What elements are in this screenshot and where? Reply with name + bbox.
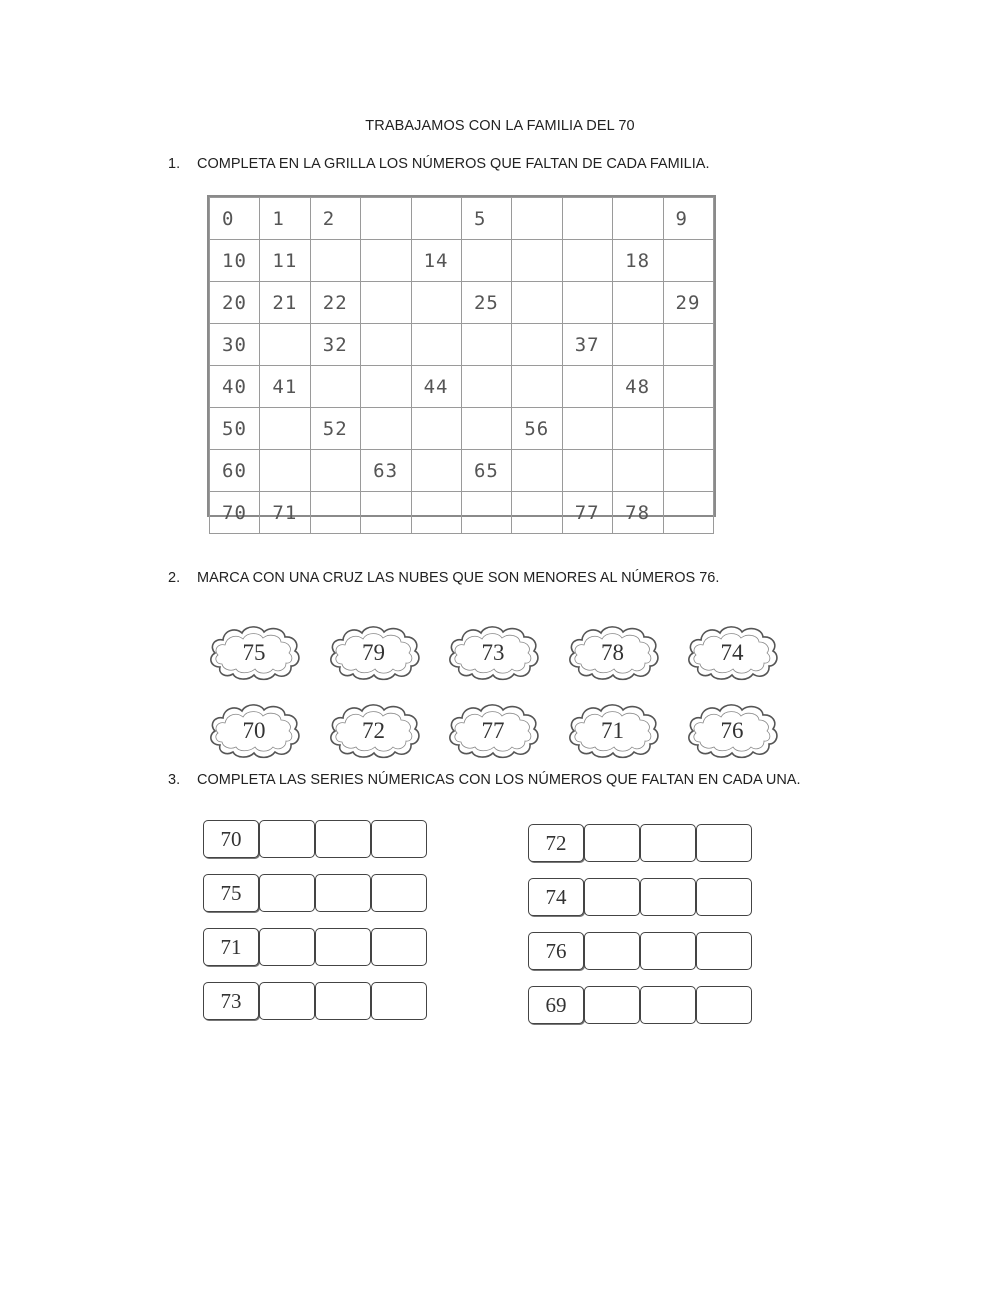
grid-cell-blank[interactable] [562,450,612,492]
grid-cell: 29 [663,282,713,324]
grid-cell-blank[interactable] [512,492,562,534]
series-row [528,824,752,862]
cloud-option[interactable] [445,699,541,765]
cloud-number: 76 [720,718,744,743]
series-left-group [203,820,427,1036]
grid-cell-blank[interactable] [461,324,511,366]
series-row [528,878,752,916]
series-start-box: 72 [528,824,584,862]
cloud-option[interactable] [326,699,422,765]
grid-cell: 65 [461,450,511,492]
grid-cell-blank[interactable] [562,240,612,282]
grid-cell-blank[interactable] [562,198,612,240]
grid-cell-blank[interactable] [310,240,360,282]
grid-cell-blank[interactable] [512,240,562,282]
series-row [203,982,427,1020]
grid-cell-blank[interactable] [361,324,411,366]
grid-cell-blank[interactable] [461,492,511,534]
grid-cell-blank[interactable] [613,408,663,450]
series-start-box: 75 [203,874,259,912]
question-1 [168,156,709,172]
series-answer-box[interactable] [371,874,427,912]
grid-cell-blank[interactable] [613,198,663,240]
grid-cell: 60 [210,450,260,492]
cloud-option[interactable] [565,699,661,765]
question-1-text: COMPLETA EN LA GRILLA LOS NÚMEROS QUE FALTAN DE CADA FAMILIA. [197,156,710,172]
cloud-number: 72 [362,718,385,743]
cloud-number: 75 [242,640,266,665]
number-grid-table [209,197,714,534]
grid-cell-blank[interactable] [461,408,511,450]
grid-cell: 11 [260,240,310,282]
worksheet-title: TRABAJAMOS CON LA FAMILIA DEL 70 [365,118,635,134]
grid-cell: 70 [210,492,260,534]
cloud-option[interactable] [206,699,302,765]
series-answer-box[interactable] [371,982,427,1020]
grid-cell-blank[interactable] [310,366,360,408]
series-answer-box[interactable] [315,982,371,1020]
grid-cell-blank[interactable] [310,492,360,534]
series-start-box: 70 [203,820,259,858]
cloud-number: 77 [481,718,505,743]
series-answer-box[interactable] [371,928,427,966]
grid-cell-blank[interactable] [562,282,612,324]
grid-cell-blank[interactable] [361,408,411,450]
grid-row [210,240,714,282]
series-row [203,928,427,966]
series-answer-box[interactable] [696,986,752,1024]
grid-row [210,198,714,240]
grid-cell-blank[interactable] [663,408,713,450]
grid-cell-blank[interactable] [663,366,713,408]
grid-cell: 1 [260,198,310,240]
grid-cell-blank[interactable] [411,492,461,534]
grid-cell-blank[interactable] [512,450,562,492]
grid-cell-blank[interactable] [361,198,411,240]
series-start-box: 71 [203,928,259,966]
grid-cell: 44 [411,366,461,408]
grid-cell-blank[interactable] [613,282,663,324]
cloud-number: 70 [242,718,266,743]
grid-cell: 50 [210,408,260,450]
cloud-option[interactable] [684,621,780,687]
question-3 [168,772,801,788]
grid-row [210,324,714,366]
series-row [528,986,752,1024]
series-answer-box[interactable] [640,878,696,916]
grid-cell: 78 [613,492,663,534]
grid-cell: 9 [663,198,713,240]
cloud-option[interactable] [206,621,302,687]
grid-cell-blank[interactable] [411,198,461,240]
grid-cell: 18 [613,240,663,282]
question-3-number: 3. [168,772,181,788]
grid-cell: 10 [210,240,260,282]
grid-cell: 37 [562,324,612,366]
grid-cell: 22 [310,282,360,324]
grid-cell-blank[interactable] [361,240,411,282]
cloud-row [206,621,780,691]
series-answer-box[interactable] [315,874,371,912]
grid-cell-blank[interactable] [260,324,310,366]
grid-cell-blank[interactable] [562,366,612,408]
series-answer-box[interactable] [696,878,752,916]
cloud-option[interactable] [684,699,780,765]
series-start-box: 69 [528,986,584,1024]
grid-cell: 30 [210,324,260,366]
grid-cell-blank[interactable] [260,450,310,492]
grid-cell-blank[interactable] [613,450,663,492]
series-row [528,932,752,970]
series-answer-box[interactable] [584,878,640,916]
grid-cell-blank[interactable] [512,282,562,324]
grid-cell-blank[interactable] [260,408,310,450]
grid-cell: 48 [613,366,663,408]
question-3-text: COMPLETA LAS SERIES NÚMERICAS CON LOS NÚMEROS QUE FALTAN EN CADA UNA. [197,772,801,788]
series-row [203,820,427,858]
series-start-box: 73 [203,982,259,1020]
series-answer-box[interactable] [584,932,640,970]
grid-cell-blank[interactable] [361,492,411,534]
grid-cell-blank[interactable] [361,366,411,408]
grid-cell-blank[interactable] [411,282,461,324]
grid-cell-blank[interactable] [512,366,562,408]
grid-cell: 77 [562,492,612,534]
question-2 [168,570,719,586]
series-row [203,874,427,912]
grid-cell: 63 [361,450,411,492]
grid-cell: 21 [260,282,310,324]
series-answer-box[interactable] [259,874,315,912]
cloud-option[interactable] [445,621,541,687]
series-answer-box[interactable] [371,820,427,858]
grid-cell-blank[interactable] [663,240,713,282]
grid-cell: 25 [461,282,511,324]
grid-cell-blank[interactable] [663,324,713,366]
series-right-group [528,824,752,1040]
cloud-number: 78 [601,640,624,665]
series-start-box: 76 [528,932,584,970]
cloud-number: 74 [720,640,744,665]
grid-cell-blank[interactable] [361,282,411,324]
grid-cell: 40 [210,366,260,408]
grid-cell-blank[interactable] [512,198,562,240]
grid-cell-blank[interactable] [613,324,663,366]
grid-cell-blank[interactable] [512,324,562,366]
series-answer-box[interactable] [315,928,371,966]
grid-cell-blank[interactable] [310,450,360,492]
series-answer-box[interactable] [696,824,752,862]
number-grid [207,195,716,524]
grid-cell-blank[interactable] [663,492,713,534]
grid-cell-blank[interactable] [411,408,461,450]
series-answer-box[interactable] [640,932,696,970]
series-answer-box[interactable] [584,986,640,1024]
grid-cell-blank[interactable] [411,450,461,492]
series-answer-box[interactable] [696,932,752,970]
question-1-number: 1. [168,156,181,172]
grid-cell-blank[interactable] [411,324,461,366]
cloud-options [206,621,780,777]
grid-row [210,450,714,492]
grid-cell-blank[interactable] [461,240,511,282]
cloud-option[interactable] [326,621,422,687]
grid-cell: 56 [512,408,562,450]
question-2-number: 2. [168,570,181,586]
series-answer-box[interactable] [259,820,315,858]
grid-cell: 32 [310,324,360,366]
grid-cell: 0 [210,198,260,240]
grid-row [210,408,714,450]
grid-cell: 71 [260,492,310,534]
grid-row [210,282,714,324]
cloud-row [206,699,780,769]
cloud-number: 73 [481,640,505,665]
grid-cell-blank[interactable] [663,450,713,492]
grid-cell: 2 [310,198,360,240]
series-answer-box[interactable] [640,986,696,1024]
cloud-number: 79 [362,640,385,665]
series-answer-box[interactable] [315,820,371,858]
grid-cell: 41 [260,366,310,408]
cloud-number: 71 [601,718,624,743]
grid-cell: 14 [411,240,461,282]
series-start-box: 74 [528,878,584,916]
question-2-text: MARCA CON UNA CRUZ LAS NUBES QUE SON MENORES AL NÚMEROS 76. [197,570,720,586]
series-answer-box[interactable] [584,824,640,862]
series-answer-box[interactable] [640,824,696,862]
grid-cell: 5 [461,198,511,240]
cloud-option[interactable] [565,621,661,687]
grid-cell: 52 [310,408,360,450]
grid-row [210,492,714,534]
grid-cell-blank[interactable] [562,408,612,450]
grid-cell: 20 [210,282,260,324]
grid-cell-blank[interactable] [461,366,511,408]
grid-row [210,366,714,408]
series-answer-box[interactable] [259,928,315,966]
series-answer-box[interactable] [259,982,315,1020]
